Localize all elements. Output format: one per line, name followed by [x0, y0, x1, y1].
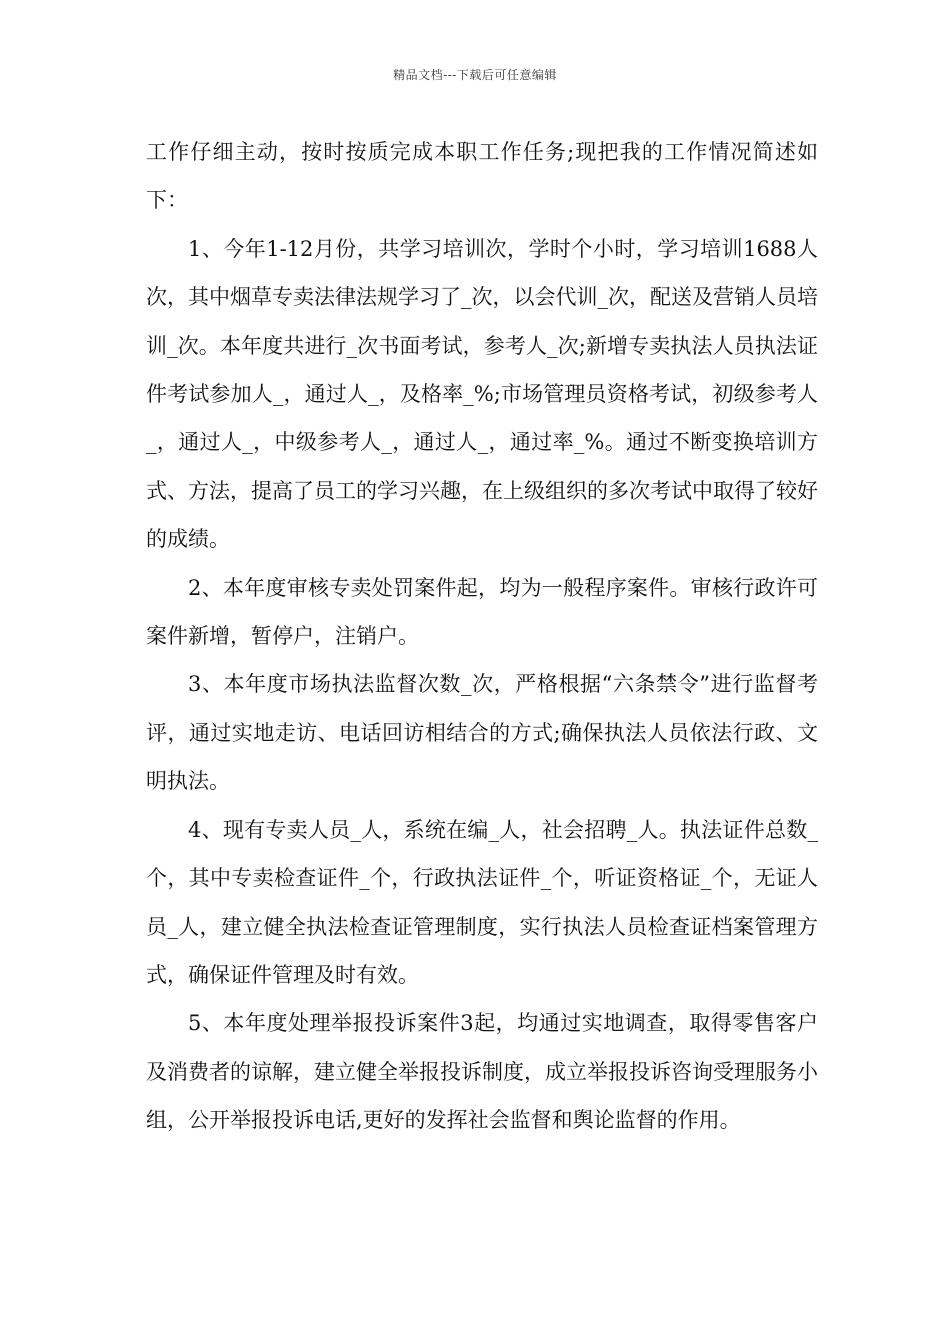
paragraph-item-3: 3、本年度市场执法监督次数_次，严格根据“六条禁令”进行监督考评，通过实地走访、电话回访相结合的方式;确保执法人员依法行政、文明执法。	[146, 672, 818, 794]
paragraph-item-5: 5、本年度处理举报投诉案件3起，均通过实地调查，取得零售客户及消费者的谅解，建立健全举报投诉制度，成立举报投诉咨询受理服务小组，公开举报投诉电话,更好的发挥社会监督和舆论监督的作用。	[146, 1011, 818, 1133]
paragraph-item-2: 2、本年度审核专卖处罚案件起，均为一般程序案件。审核行政许可案件新增，暂停户，注销户。	[146, 575, 818, 649]
paragraph-intro: 工作仔细主动，按时按质完成本职工作任务;现把我的工作情况简述如下：	[146, 140, 818, 213]
paragraph-item-4: 4、现有专卖人员_人，系统在编_人，社会招聘_人。执法证件总数_个，其中专卖检查证件_个，行政执法证件_个，听证资格证_个，无证人员_人，建立健全执法检查证管理制度，实行执法人员检查证档案管理方式，确保证件管理及时有效。	[146, 817, 818, 987]
page-header: 精品文档---下载后可任意编辑	[393, 68, 557, 82]
paragraph-item-1: 1、今年1-12月份，共学习培训次，学时个小时，学习培训1688人次，其中烟草专卖法律法规学习了_次，以会代训_次，配送及营销人员培训_次。本年度共进行_次书面考试，参考人_次;新增专卖执法人员执法证件考试参加人_，通过人_，及格率_%;市场管理员资格考试，初级参考人_，通过人_，中级参考人_，通过人_，通过率_%。通过不断变换培训方式、方法，提高了员工的学习兴趣，在上级组织的多次考试中取得了较好的成绩。	[146, 236, 818, 552]
document-body	[146, 128, 818, 1145]
